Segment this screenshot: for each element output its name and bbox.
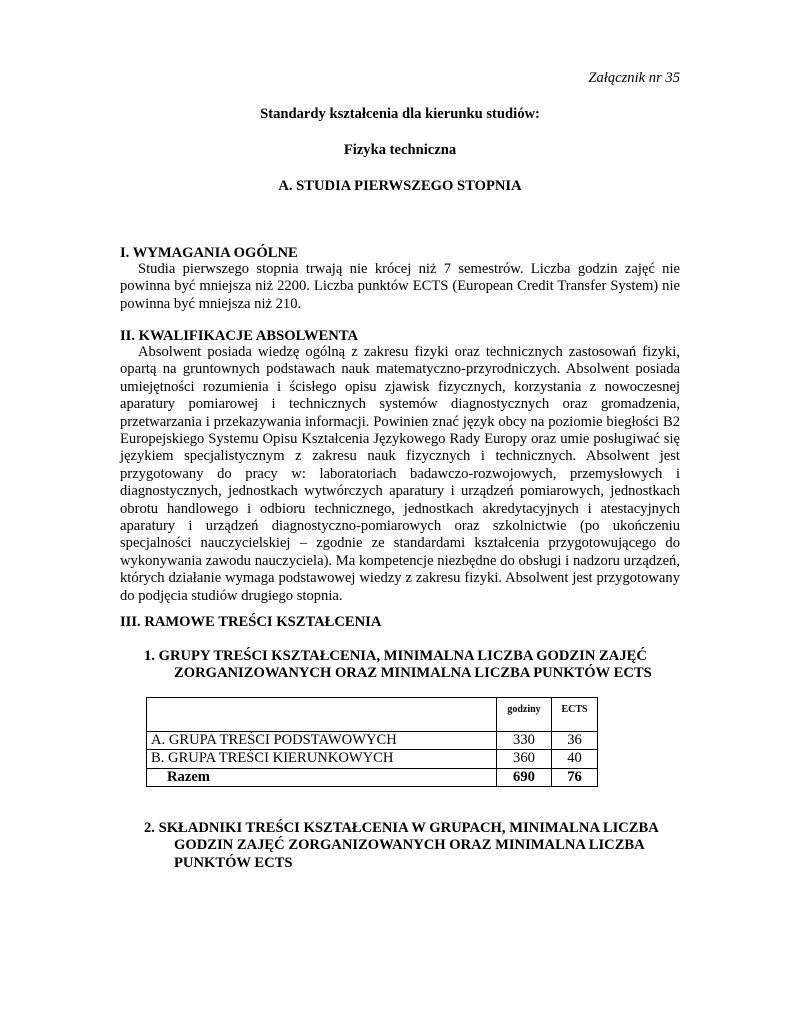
table-header-empty [147, 698, 497, 732]
table-cell-total-hours: 690 [497, 768, 552, 786]
section-text-general-requirements: Studia pierwszego stopnia trwają nie krócej niż 7 semestrów. Liczba godzin zajęć nie powinna być mniejsza niż 2200. Liczba punktów ECTS (European Credit Transfer System) nie powinna być mniejsza niż 210. [120, 261, 680, 312]
table-cell-total-ects: 76 [552, 768, 598, 786]
study-level-title: A. STUDIA PIERWSZEGO STOPNIA [278, 178, 522, 194]
document-title: Standardy kształcenia dla kierunku studiów: [260, 106, 540, 122]
annex-label: Załącznik nr 35 [588, 70, 680, 86]
table-header-hours: godziny [497, 698, 552, 732]
field-of-study-title: Fizyka techniczna [343, 142, 457, 158]
section-heading-curriculum-framework: III. RAMOWE TREŚCI KSZTAŁCENIA [120, 614, 382, 630]
section-heading-general-requirements: I. WYMAGANIA OGÓLNE [120, 245, 298, 261]
table-cell-hours: 330 [497, 732, 552, 750]
table-cell-hours: 360 [497, 750, 552, 768]
table-cell-ects: 40 [552, 750, 598, 768]
content-groups-table [146, 697, 598, 787]
table-header-ects: ECTS [552, 698, 598, 732]
subsection-heading-content-groups: 1. GRUPY TREŚCI KSZTAŁCENIA, MINIMALNA LICZBA GODZIN ZAJĘĆ ZORGANIZOWANYCH ORAZ MINIMALNA LICZBA PUNKTÓW ECTS [144, 648, 652, 682]
table-cell-total-label: Razem [147, 768, 497, 786]
table-total-row [147, 768, 598, 786]
section-heading-graduate-qualifications: II. KWALIFIKACJE ABSOLWENTA [120, 328, 359, 344]
table-cell-ects: 36 [552, 732, 598, 750]
table-row [147, 750, 598, 768]
table-cell-group-name: A. GRUPA TREŚCI PODSTAWOWYCH [147, 732, 497, 750]
table-header-row [147, 698, 598, 732]
section-text-graduate-qualifications: Absolwent posiada wiedzę ogólną z zakresu fizyki oraz technicznych zastosowań fizyki, opartą na gruntownych podstawach nauk matematyczno-przyrodniczych. Absolwent posiada umiejętności rozumienia i ścisłego opisu zjawisk fizycznych, korzystania z nowoczesnej aparatury pomiarowej i technicznych systemów diagnostycznych oraz gromadzenia, przetwarzania i przekazywania informacji. Powinien znać język obcy na poziomie biegłości B2 Europejskiego Systemu Opisu Kształcenia Językowego Rady Europy oraz umie posługiwać się językiem specjalistycznym z zakresu nauk fizycznych i technicznych. Absolwent jest przygotowany do pracy w: laboratoriach badawczo-rozwojowych, przemysłowych i diagnostycznych, jednostkach wytwórczych aparatury i urządzeń pomiarowych, jednostkach obrotu handlowego i odbioru technicznego, jednostkach akredytacyjnych i atestacyjnych aparatury i urządzeń diagnostyczno-pomiarowych oraz szkolnictwie (po ukończeniu specjalności nauczycielskiej – zgodnie ze standardami kształcenia przygotowującego do wykonywania zawodu nauczyciela). Ma kompetencje niezbędne do obsługi i nadzoru urządzeń, których działanie wymaga podstawowej wiedzy z zakresu fizyki. Absolwent jest przygotowany do podjęcia studiów drugiego stopnia. [120, 344, 680, 604]
subsection-heading-content-components: 2. SKŁADNIKI TREŚCI KSZTAŁCENIA W GRUPACH, MINIMALNA LICZBA GODZIN ZAJĘĆ ZORGANIZOWANYCH ORAZ MINIMALNA LICZBA PUNKTÓW ECTS [144, 820, 658, 871]
table-row [147, 732, 598, 750]
table-cell-group-name: B. GRUPA TREŚCI KIERUNKOWYCH [147, 750, 497, 768]
